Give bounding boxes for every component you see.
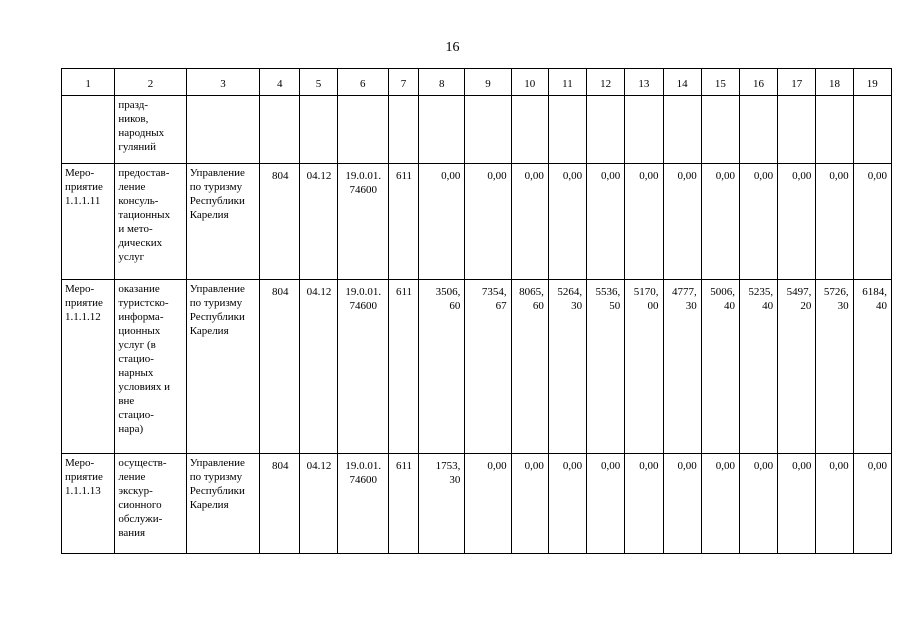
column-header-4: 4: [260, 69, 300, 96]
amount-cell-col-19: 0,00: [853, 454, 891, 554]
amount-cell-col-15: [701, 96, 739, 164]
ministry-code-cell: 804: [260, 454, 300, 554]
section-code-cell: 04.12: [300, 164, 337, 280]
target-article-cell: 19.0.01. 74600: [337, 454, 388, 554]
amount-cell-col-9: 0,00: [465, 454, 511, 554]
executor-cell: [186, 96, 259, 164]
column-header-19: 19: [853, 69, 891, 96]
amount-cell-col-14: [663, 96, 701, 164]
amount-cell-col-8: 0,00: [419, 164, 465, 280]
amount-cell-col-14: 0,00: [663, 454, 701, 554]
column-header-14: 14: [663, 69, 701, 96]
table-body: [62, 69, 892, 554]
amount-cell-col-16: 5235, 40: [739, 280, 777, 454]
amount-cell-col-19: 6184, 40: [853, 280, 891, 454]
amount-cell-col-15: 0,00: [701, 454, 739, 554]
column-header-1: 1: [62, 69, 115, 96]
target-article-cell: [337, 96, 388, 164]
amount-cell-col-12: 5536, 50: [587, 280, 625, 454]
target-article-cell: 19.0.01. 74600: [337, 164, 388, 280]
column-header-15: 15: [701, 69, 739, 96]
column-header-16: 16: [739, 69, 777, 96]
activity-code-cell: [62, 96, 115, 164]
amount-cell-col-10: 0,00: [511, 454, 548, 554]
table-row: [62, 280, 892, 454]
section-code-cell: 04.12: [300, 454, 337, 554]
amount-cell-col-10: 0,00: [511, 164, 548, 280]
executor-cell: Управление по туризму Республики Карелия: [186, 164, 259, 280]
ministry-code-cell: 804: [260, 280, 300, 454]
page-number: 16: [445, 40, 460, 55]
header-row: [62, 69, 892, 96]
section-code-cell: 04.12: [300, 280, 337, 454]
amount-cell-col-18: 5726, 30: [816, 280, 853, 454]
amount-cell-col-19: 0,00: [853, 164, 891, 280]
target-article-cell: 19.0.01. 74600: [337, 280, 388, 454]
amount-cell-col-18: 0,00: [816, 164, 853, 280]
amount-cell-col-11: [548, 96, 586, 164]
activity-code-cell: Меро- приятие 1.1.1.12: [62, 280, 115, 454]
activity-name-cell: осуществ- ление экскур- сионного обслужи- вания: [115, 454, 186, 554]
amount-cell-col-16: 0,00: [739, 164, 777, 280]
amount-cell-col-10: 8065, 60: [511, 280, 548, 454]
activity-code-cell: Меро- приятие 1.1.1.13: [62, 454, 115, 554]
expense-type-cell: 611: [388, 164, 418, 280]
column-header-9: 9: [465, 69, 511, 96]
executor-cell: Управление по туризму Республики Карелия: [186, 454, 259, 554]
column-header-18: 18: [816, 69, 853, 96]
amount-cell-col-10: [511, 96, 548, 164]
amount-cell-col-18: 0,00: [816, 454, 853, 554]
column-header-10: 10: [511, 69, 548, 96]
column-header-13: 13: [625, 69, 663, 96]
amount-cell-col-8: 1753, 30: [419, 454, 465, 554]
table-row: [62, 454, 892, 554]
expense-type-cell: 611: [388, 454, 418, 554]
column-header-5: 5: [300, 69, 337, 96]
section-code-cell: [300, 96, 337, 164]
amount-cell-col-19: [853, 96, 891, 164]
amount-cell-col-11: 0,00: [548, 164, 586, 280]
amount-cell-col-9: [465, 96, 511, 164]
amount-cell-col-17: 0,00: [778, 164, 816, 280]
activity-name-cell: оказание туристско- информа- ционных услуг (в стацио- нарных условиях и вне стацио- нара): [115, 280, 186, 454]
amount-cell-col-13: 0,00: [625, 164, 663, 280]
expense-type-cell: [388, 96, 418, 164]
amount-cell-col-14: 4777, 30: [663, 280, 701, 454]
amount-cell-col-8: 3506, 60: [419, 280, 465, 454]
amount-cell-col-9: 0,00: [465, 164, 511, 280]
expense-type-cell: 611: [388, 280, 418, 454]
activity-name-cell: предостав- ление консуль- тационных и мето- дических услуг: [115, 164, 186, 280]
ministry-code-cell: 804: [260, 164, 300, 280]
table-row: [62, 164, 892, 280]
column-header-8: 8: [419, 69, 465, 96]
amount-cell-col-9: 7354, 67: [465, 280, 511, 454]
amount-cell-col-18: [816, 96, 853, 164]
column-header-12: 12: [587, 69, 625, 96]
amount-cell-col-13: [625, 96, 663, 164]
amount-cell-col-17: 5497, 20: [778, 280, 816, 454]
amount-cell-col-12: 0,00: [587, 454, 625, 554]
activity-code-cell: Меро- приятие 1.1.1.11: [62, 164, 115, 280]
activity-name-cell: празд- ников, народных гуляний: [115, 96, 186, 164]
amount-cell-col-13: 0,00: [625, 454, 663, 554]
amount-cell-col-15: 5006, 40: [701, 280, 739, 454]
amount-cell-col-17: [778, 96, 816, 164]
column-header-7: 7: [388, 69, 418, 96]
amount-cell-col-12: 0,00: [587, 164, 625, 280]
column-header-6: 6: [337, 69, 388, 96]
column-header-17: 17: [778, 69, 816, 96]
amount-cell-col-11: 5264, 30: [548, 280, 586, 454]
amount-cell-col-12: [587, 96, 625, 164]
amount-cell-col-8: [419, 96, 465, 164]
amount-cell-col-11: 0,00: [548, 454, 586, 554]
amount-cell-col-16: [739, 96, 777, 164]
executor-cell: Управление по туризму Республики Карелия: [186, 280, 259, 454]
column-header-2: 2: [115, 69, 186, 96]
budget-table: [61, 68, 892, 554]
amount-cell-col-14: 0,00: [663, 164, 701, 280]
amount-cell-col-16: 0,00: [739, 454, 777, 554]
amount-cell-col-17: 0,00: [778, 454, 816, 554]
amount-cell-col-13: 5170, 00: [625, 280, 663, 454]
amount-cell-col-15: 0,00: [701, 164, 739, 280]
table-row: [62, 96, 892, 164]
column-header-11: 11: [548, 69, 586, 96]
ministry-code-cell: [260, 96, 300, 164]
column-header-3: 3: [186, 69, 259, 96]
